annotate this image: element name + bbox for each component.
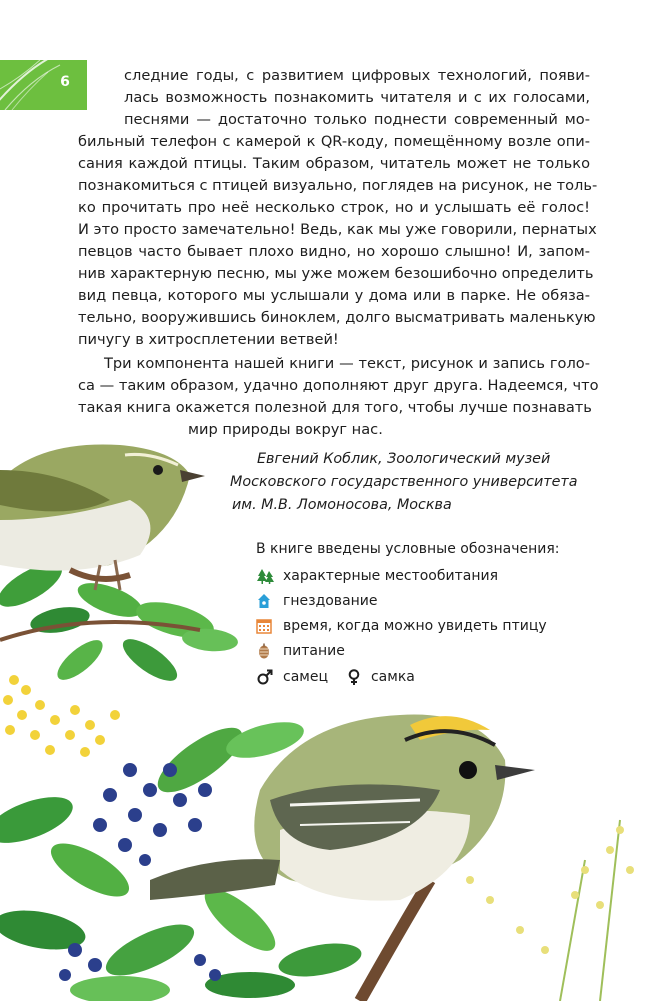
- yellow-flowers: [3, 675, 120, 757]
- legend-food: [256, 641, 345, 661]
- legend-habitat-label: характерные местообитания: [283, 568, 499, 584]
- pinecone-icon: [256, 643, 276, 659]
- text-line: познакомиться с птицей визуально, поглядев на рисунок, не толь-: [78, 177, 598, 194]
- text-line: пичугу в хитросплетении ветвей!: [78, 331, 339, 348]
- legend-nesting: [256, 591, 378, 611]
- pale-flowers: [466, 820, 634, 1001]
- text-line: нив характерную песню, мы уже можем безошибочно определить: [78, 265, 594, 282]
- text-line: сания каждой птицы. Таким образом, читатель может не только: [78, 155, 590, 172]
- legend-sex: [256, 667, 415, 687]
- text-line: вид певца, которого мы услышали у дома или в парке. Не обяза-: [78, 287, 590, 304]
- legend-habitat: [256, 566, 498, 586]
- text-line: певцов часто бывает плохо видно, но хорошо слышно! И, запом-: [78, 243, 590, 260]
- male-symbol-icon: [256, 669, 276, 685]
- text-line: такая книга окажется полезной для того, чтобы лучше познавать: [78, 399, 592, 416]
- signature-line: Евгений Коблик, Зоологический музей: [257, 451, 551, 467]
- text-line: тельно, вооружившись биноклем, долго высматривать маленькую: [78, 309, 596, 326]
- text-line: следние годы, с развитием цифровых технологий, появи-: [124, 67, 590, 84]
- legend-title: В книге введены условные обозначения:: [256, 541, 560, 557]
- text-line: Три компонента нашей книги — текст, рисунок и запись голо-: [104, 355, 590, 372]
- legend-nesting-label: гнездование: [283, 593, 378, 609]
- legend-season: [256, 616, 547, 636]
- text-line: ко прочитать про неё несколько строк, но и услышать её голос!: [78, 199, 590, 216]
- tree-icon: [256, 568, 276, 584]
- birdhouse-icon: [256, 593, 276, 609]
- female-symbol-icon: [344, 669, 364, 685]
- text-line: бильный телефон с камерой к QR-коду, помещённому возле опи-: [78, 133, 590, 150]
- legend-female-label: самка: [370, 669, 415, 685]
- legend-food-label: питание: [283, 643, 345, 659]
- signature-line: Московского государственного университета: [230, 474, 578, 490]
- calendar-icon: [256, 618, 276, 634]
- legend-male-label: самец: [283, 669, 328, 685]
- warbler-bird: [0, 444, 205, 590]
- text-line: са — таким образом, удачно дополняют друг друга. Надеемся, что: [78, 377, 599, 394]
- text-line: песнями — достаточно только поднести современный мо-: [124, 111, 590, 128]
- legend-season-label: время, когда можно увидеть птицу: [283, 618, 547, 634]
- text-line: И это просто замечательно! Ведь, как мы уже говорили, пернатых: [78, 221, 597, 238]
- text-line: лась возможность познакомить читателя и с их голосами,: [124, 89, 590, 106]
- page-number: 6: [60, 74, 70, 90]
- signature-line: им. М.В. Ломоносова, Москва: [232, 497, 452, 513]
- text-line: мир природы вокруг нас.: [188, 421, 383, 438]
